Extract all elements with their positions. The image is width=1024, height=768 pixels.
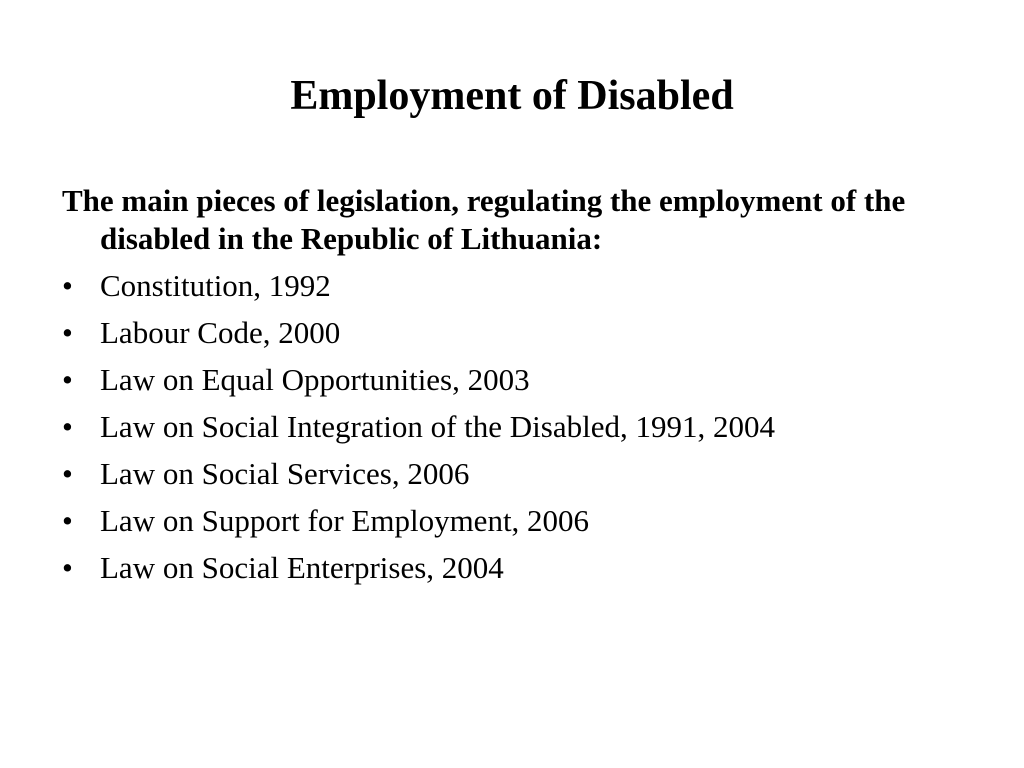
list-item-text: Constitution, 1992 <box>100 268 331 303</box>
bullet-icon: • <box>62 268 73 303</box>
bullet-icon: • <box>62 315 73 350</box>
list-item <box>62 361 962 399</box>
list-item-text: Law on Support for Employment, 2006 <box>100 503 590 538</box>
legislation-list <box>62 267 962 587</box>
list-item <box>62 549 962 587</box>
slide-body <box>62 182 962 587</box>
bullet-icon: • <box>62 409 73 444</box>
list-item <box>62 408 962 446</box>
bullet-icon: • <box>62 362 73 397</box>
list-item <box>62 455 962 493</box>
list-item <box>62 267 962 305</box>
bullet-icon: • <box>62 456 73 491</box>
bullet-icon: • <box>62 550 73 585</box>
list-item-text: Law on Social Integration of the Disabled, 1991, 2004 <box>100 409 775 444</box>
intro-text: The main pieces of legislation, regulating the employment of the disabled in the Republic of Lithuania: <box>62 183 906 256</box>
list-item-text: Labour Code, 2000 <box>100 315 341 350</box>
list-item-text: Law on Social Services, 2006 <box>100 456 470 491</box>
list-item-text: Law on Social Enterprises, 2004 <box>100 550 504 585</box>
list-item <box>62 314 962 352</box>
list-item-text: Law on Equal Opportunities, 2003 <box>100 362 530 397</box>
slide-title: Employment of Disabled <box>290 73 734 119</box>
list-item <box>62 502 962 540</box>
bullet-icon: • <box>62 503 73 538</box>
